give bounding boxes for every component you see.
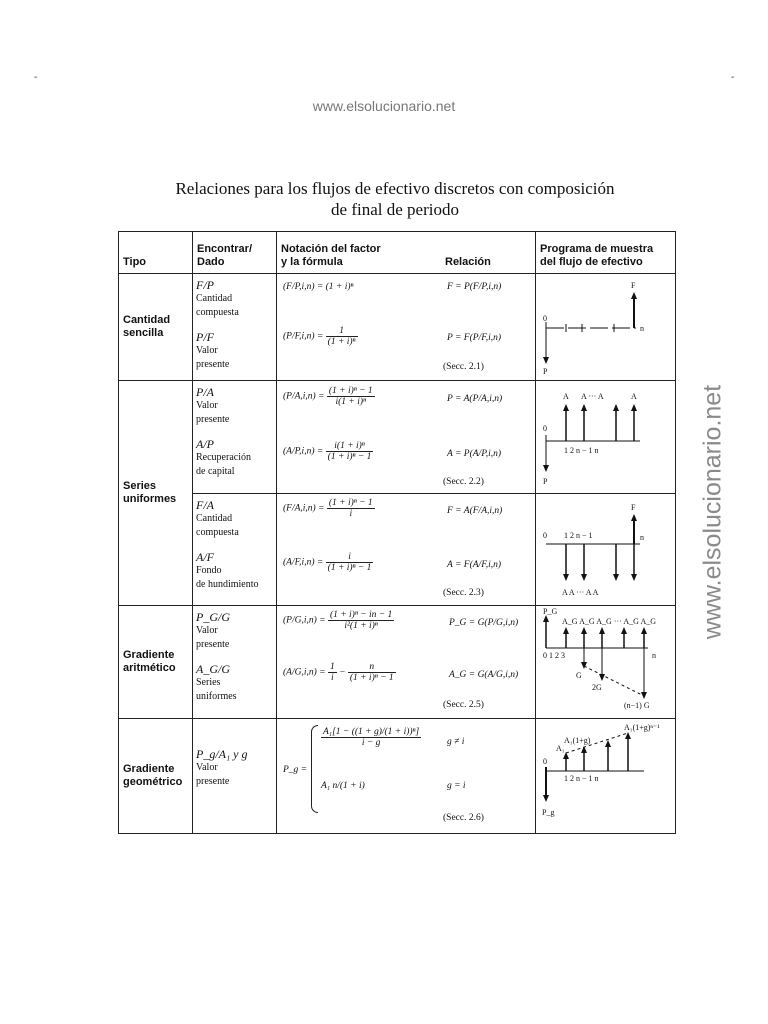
table-row (119, 719, 676, 834)
svg-text:G: G (576, 671, 582, 680)
svg-text:n: n (640, 533, 644, 542)
table-row (119, 494, 676, 606)
find-cell: F/P Cantidad compuesta P/F Valor presente (193, 274, 277, 381)
svg-text:A_G A_G A_G ··· A_G A_G: A_G A_G A_G ··· A_G A_G (562, 617, 656, 626)
svg-text:P: P (543, 477, 548, 486)
formula-cell: (F/P,i,n) = (1 + i)ⁿ F = P(F/P,i,n) (P/F,i,n) = $\frac{1}{\text{(1 + i)ⁿ}}$ P = F(P/F,i,n) (Secc. 2.1) (277, 274, 536, 381)
svg-text:0: 0 (543, 314, 547, 323)
header-programa: Programa de muestra del flujo de efectivo (536, 232, 676, 274)
svg-text:0 1 2 3: 0 1 2 3 (543, 651, 565, 660)
svg-text:0: 0 (543, 757, 547, 766)
table-header-row (119, 232, 676, 274)
formula-table (118, 231, 676, 834)
corner-mark-left: - (34, 72, 38, 83)
diagram-uniform-series-f (536, 494, 675, 605)
cash-flow-diagram (536, 274, 676, 381)
svg-text:1 2 n − 1: 1 2 n − 1 (564, 531, 593, 540)
header-tipo: Tipo (119, 232, 193, 274)
table-row (119, 606, 676, 719)
svg-text:2G: 2G (592, 683, 602, 692)
svg-text:A ··· A: A ··· A (581, 392, 604, 401)
svg-text:n: n (652, 651, 656, 660)
formula-cell: (F/A,i,n) = $\frac{\text{(1 + i)ⁿ − 1}}{i}$ F = A(F/A,i,n) (A/F,i,n) = $\frac{i}{\text{(1 + i)ⁿ − 1}}$ A = F(A/F,i,n) (Secc. 2.3) (277, 494, 536, 606)
diagram-label-f: F (631, 281, 636, 290)
header-notacion: Notación del factor y la fórmula Relación (277, 232, 536, 274)
watermark-side: www.elsolucionario.net (698, 384, 727, 640)
section-ref: (Secc. 2.3) (443, 588, 484, 598)
svg-text:A: A (631, 392, 637, 401)
svg-text:A₁: A₁ (556, 744, 565, 753)
cash-flow-diagram (536, 494, 676, 606)
tipo-cell: Series uniformes (119, 381, 193, 606)
title-line-2: de final de periodo (331, 200, 459, 219)
cash-flow-diagram (536, 606, 676, 719)
header-relacion: Relación (445, 256, 491, 268)
header-encontrar: Encontrar/ Dado (193, 232, 277, 274)
svg-text:0: 0 (543, 531, 547, 540)
corner-mark-right: - (731, 72, 735, 83)
section-ref: (Secc. 2.5) (443, 700, 484, 710)
svg-text:F: F (631, 503, 636, 512)
relation-f-p: F = P(F/P,i,n) (447, 282, 502, 292)
cash-flow-diagram (536, 381, 676, 494)
cash-flow-diagram (536, 719, 676, 834)
section-ref: (Secc. 2.1) (443, 362, 484, 372)
table-row (119, 274, 676, 381)
svg-text:P_g: P_g (542, 808, 555, 817)
diagram-label-p: P (543, 367, 548, 376)
svg-text:A₁(1+g)ⁿ⁻¹: A₁(1+g)ⁿ⁻¹ (624, 723, 660, 732)
tipo-cell: Cantidad sencilla (119, 274, 193, 381)
svg-text:1 2 n − 1 n: 1 2 n − 1 n (564, 446, 599, 455)
find-cell: F/A Cantidad compuesta A/F Fondo de hundimiento (193, 494, 277, 606)
find-cell: P/A Valor presente A/P Recuperación de capital (193, 381, 277, 494)
svg-text:1 2 n − 1 n: 1 2 n − 1 n (564, 774, 599, 783)
formula-cell: (P/G,i,n) = $\frac{\text{(1 + i)ⁿ − in − 1}}{\text{i²(1 + i)ⁿ}}$ P_G = G(P/G,i,n) (A/G,i,n) = $\frac{1}{i}$ − $\frac{n}{\text{(1 + i)ⁿ − 1}}$ A_G = G(A/G,i,n) (Secc. 2.5) (277, 606, 536, 719)
diagram-arithmetic-gradient (536, 606, 675, 718)
find-cell: P_G/G Valor presente A_G/G Series uniformes (193, 606, 277, 719)
find-cell: P_g/A₁ y g Valor presente (193, 719, 277, 834)
svg-text:(n−1) G: (n−1) G (624, 701, 650, 710)
diagram-single-payment (536, 274, 675, 380)
svg-text:A₁(1+g): A₁(1+g) (564, 736, 591, 745)
table-row (119, 381, 676, 494)
diagram-uniform-series-p (536, 381, 675, 493)
watermark-top: www.elsolucionario.net (312, 98, 456, 114)
tipo-cell: Gradiente geométrico (119, 719, 193, 834)
section-ref: (Secc. 2.2) (443, 477, 484, 487)
relation-p-f: P = F(P/F,i,n) (447, 333, 502, 343)
formula-cell: (P/A,i,n) = $\frac{\text{(1 + i)ⁿ − 1}}{\text{i(1 + i)ⁿ}}$ P = A(P/A,i,n) (A/P,i,n) = $\frac{\text{i(1 + i)ⁿ}}{\text{(1 + i)ⁿ − 1}}$ A = P(A/P,i,n) (Secc. 2.2) (277, 381, 536, 494)
tipo-cell: Gradiente aritmético (119, 606, 193, 719)
svg-text:A A ··· A A: A A ··· A A (562, 588, 599, 597)
title-line-1: Relaciones para los flujos de efectivo discretos con composición (175, 179, 615, 198)
page-title (0, 178, 768, 220)
svg-text:A: A (563, 392, 569, 401)
diagram-geometric-gradient (536, 719, 675, 833)
formula-f-p: (F/P,i,n) = (1 + i)ⁿ (283, 282, 354, 292)
svg-text:P_G: P_G (543, 607, 558, 616)
svg-text:0: 0 (543, 424, 547, 433)
formula-cell: P_g = $\frac{\text{A₁[1 − ((1 + g)/(1 + i))ⁿ]}}{i - g}$ g ≠ i A₁ n/(1 + i) g = i (Secc. 2.6) (277, 719, 536, 834)
svg-text:n: n (640, 324, 644, 333)
section-ref: (Secc. 2.6) (443, 813, 484, 823)
